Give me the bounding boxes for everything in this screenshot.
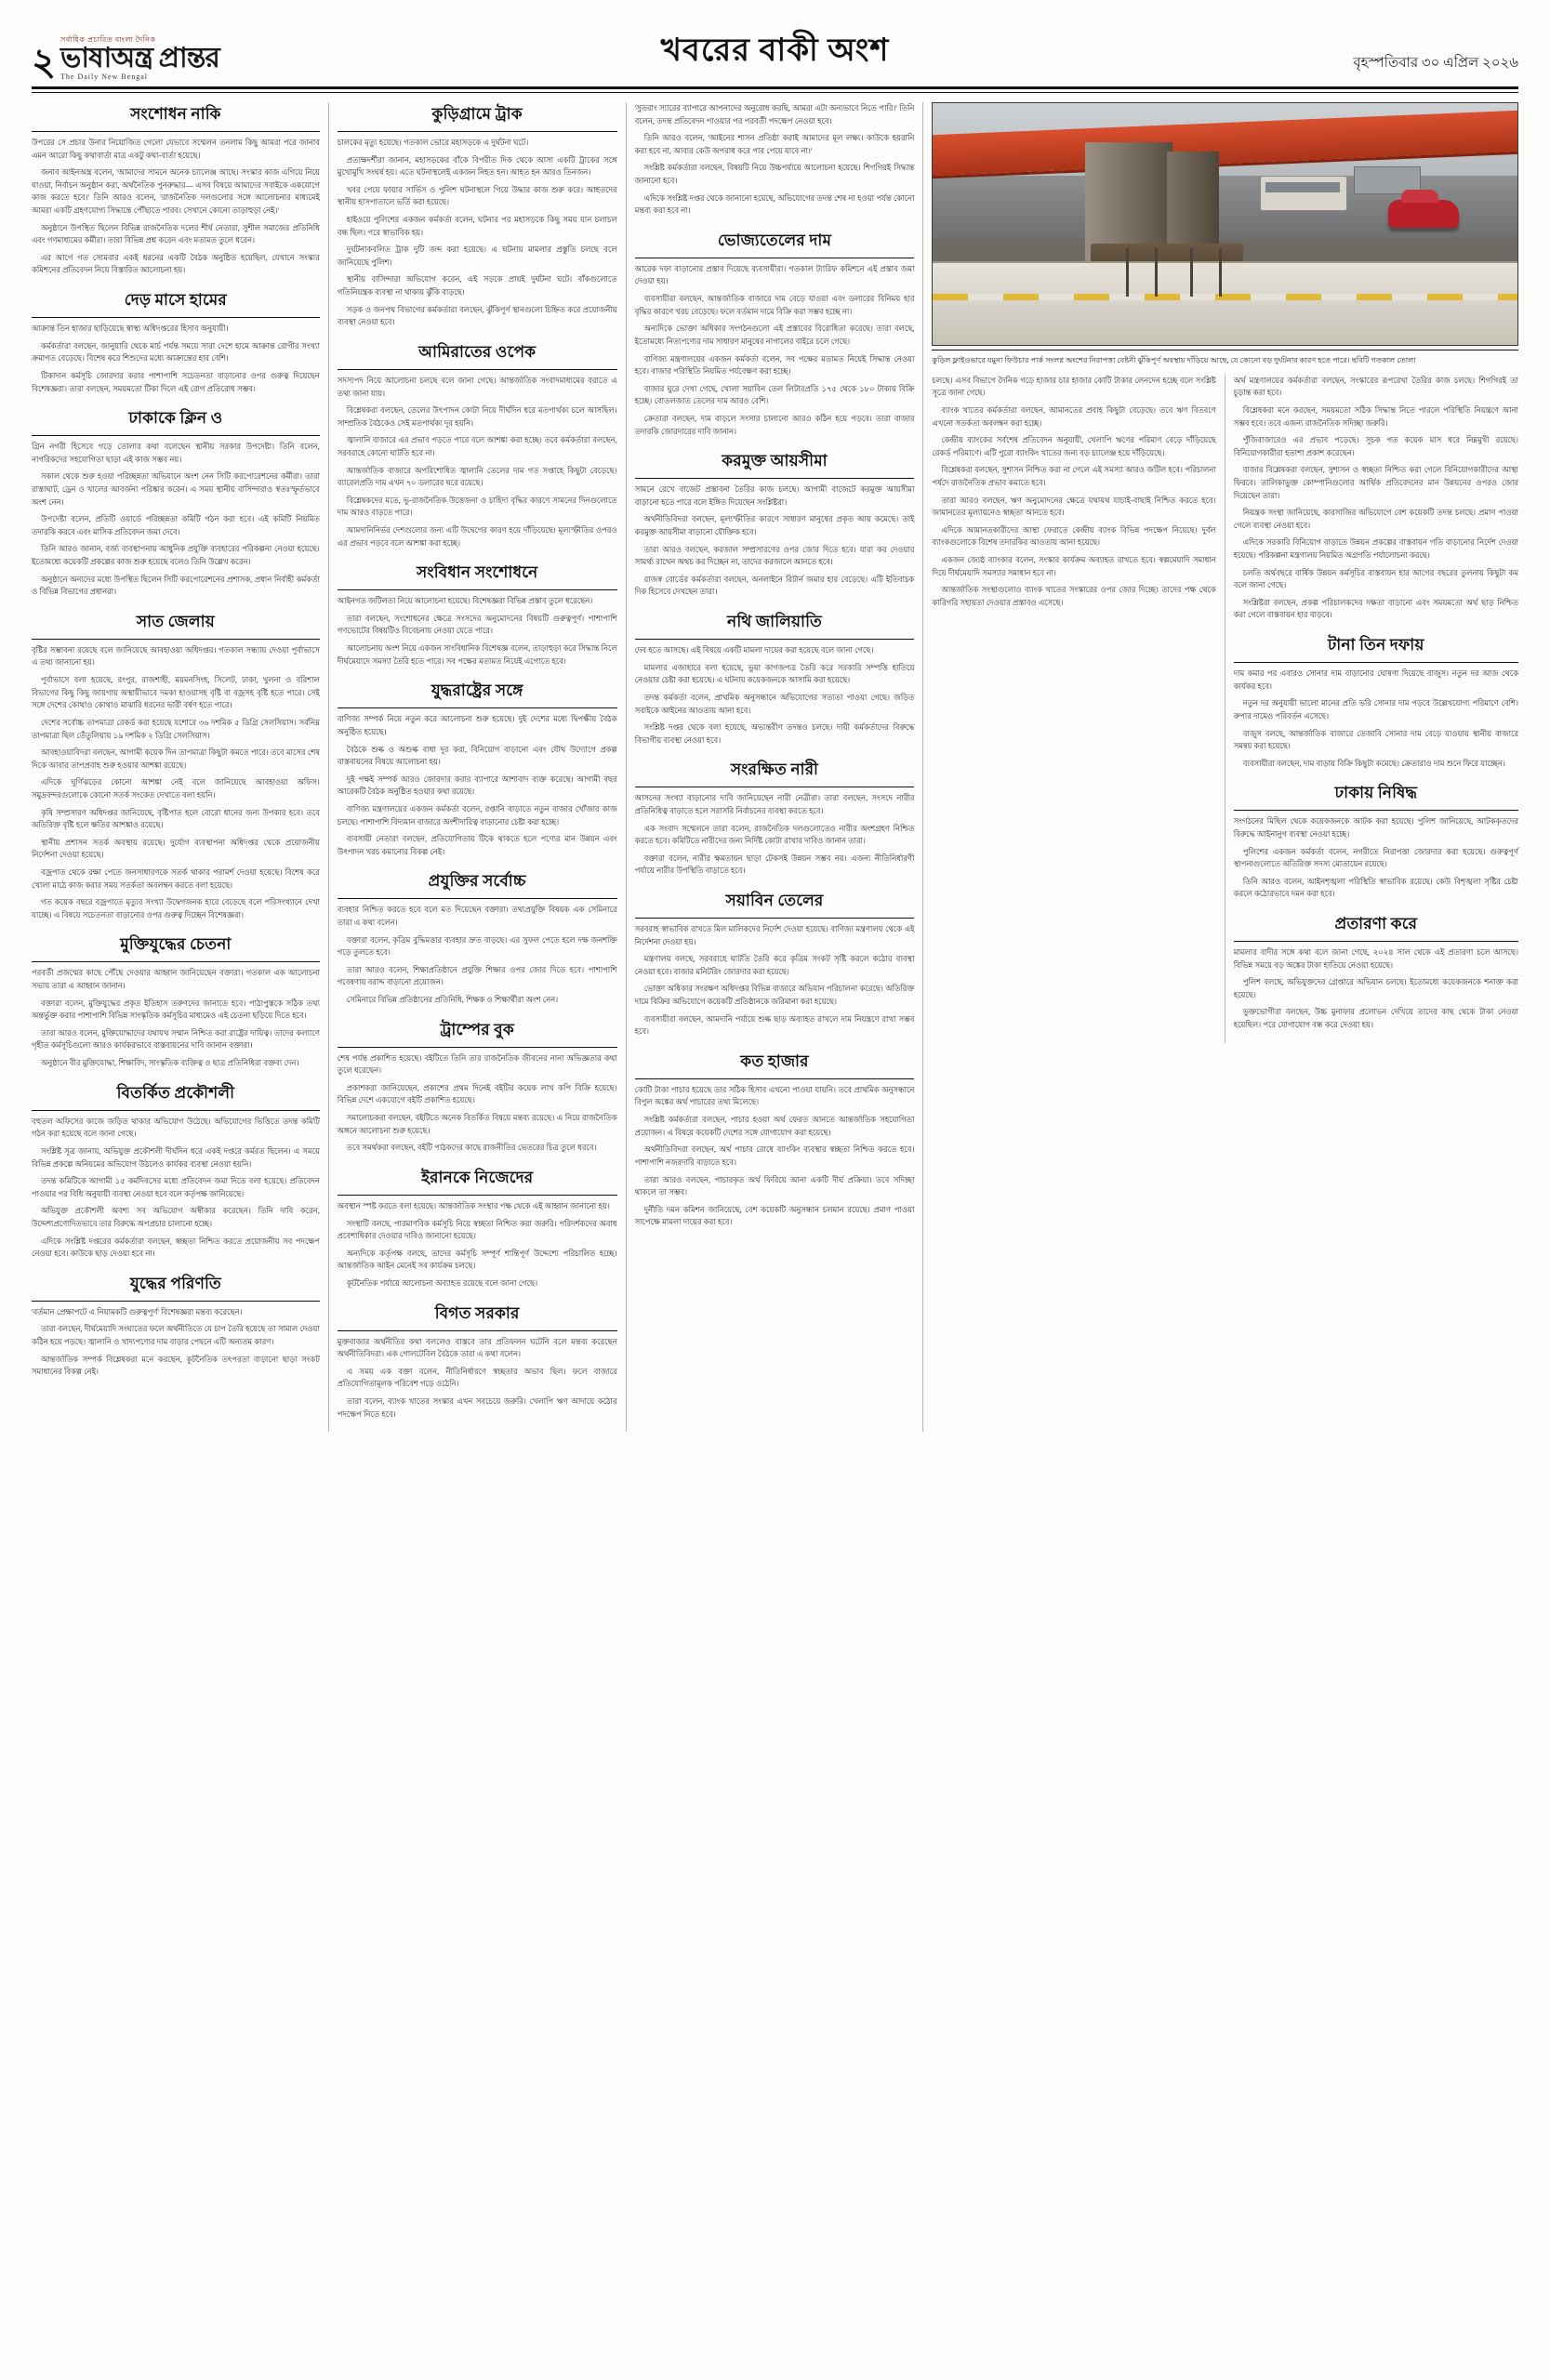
paragraph: বক্তারা বলেন, মুক্তিযুদ্ধের প্রকৃত ইতিহাস তরুণদের জানাতে হবে। পাঠ্যপুস্তকে সঠিক তথ্য অন্তর্ভুক্ত করার পাশাপাশি বিভিন্ন সাংস্কৃতিক কর্মসূচির মাধ্যমেও এই চেতনা ছড়িয়ে দিতে হবে। — [32, 998, 320, 1021]
story — [635, 229, 915, 438]
paragraph: এর আগে গত সোমবার একই ধরনের একটি বৈঠক অনুষ্ঠিত হয়েছিল, যেখানে সংস্কার কমিশনের প্রতিবেদন নিয়ে বিস্তারিত আলোচনা হয়। — [32, 253, 320, 275]
paragraph: ব্যবসায়ীরা বলছেন, আমদানি পর্যায়ে শুল্ক ছাড় অব্যাহত রাখলে দাম নিয়ন্ত্রণে রাখা সম্ভব হবে। — [634, 1014, 915, 1037]
paragraph: বজ্রপাত থেকে রক্ষা পেতে জনসাধারণকে সতর্ক থাকার পরামর্শ দেওয়া হয়েছে। বিশেষ করে খোলা মাঠে কাজ করার সময় সতর্কতা অবলম্বন করতে বলা হয়েছে। — [32, 867, 320, 890]
paragraph: ব্যবসায়ী নেতারা বলছেন, প্রতিযোগিতায় টিকে থাকতে হলে পণ্যের মান উন্নয়ন এবং উৎপাদন খরচ কমানোর বিকল্প নেই। — [337, 835, 617, 856]
paragraph: পুলিশের একজন কর্মকর্তা বলেন, নগরীতে নিরাপত্তা জোরদার করা হয়েছে। গুরুত্বপূর্ণ স্থাপনাগুলোতে অতিরিক্ত সদস্য মোতায়েন রয়েছে। — [1233, 847, 1518, 869]
story-body — [32, 137, 320, 277]
paragraph: জ্বালানি বাজারে এর প্রভাব পড়তে পারে বলে আশঙ্কা করা হচ্ছে। তবে কর্মকর্তারা বলছেন, সরবরাহে কোনো ঘাটতি হবে না। — [337, 436, 617, 457]
logo-name: ভাষাঅন্ত্র প্রান্তর — [60, 43, 219, 74]
paragraph: অনুষ্ঠানে উপস্থিত ছিলেন বিভিন্ন রাজনৈতিক দলের শীর্ষ নেতারা, সুশীল সমাজের প্রতিনিধি এবং গণমাধ্যমের কর্মীরা। তারা বিভিন্ন প্রশ্ন করেন এবং মতামত তুলে ধরেন। — [32, 223, 320, 245]
story-body — [1234, 668, 1518, 770]
paragraph: এদিকে ঘূর্ণিঝড়ের কোনো আশঙ্কা নেই বলে জানিয়েছে আবহাওয়া অফিস। সমুদ্রবন্দরগুলোকে কোনো সতর্ক সংকেত দেখাতে বলা হয়নি। — [32, 778, 320, 800]
paragraph: সংশ্লিষ্ট কর্মকর্তারা বলছেন, বিষয়টি নিয়ে উচ্চপর্যায়ে আলোচনা হয়েছে। শিগগিরই সিদ্ধান্ত জানানো হবে। — [634, 164, 915, 186]
story — [338, 1166, 617, 1290]
paragraph: তারা বলছেন, দীর্ঘমেয়াদি সংঘাতের ফলে অর্থনীতিতে যে চাপ তৈরি হয়েছে তা সামাল দেওয়া কঠিন হয়ে পড়ছে। জ্বালানি ও খাদ্যপণ্যের দাম বাড়ার পেছনে এটি অন্যতম কারণ। — [32, 1325, 320, 1346]
story-heading: কুড়িগ্রামে ট্রাক — [338, 102, 617, 132]
story — [635, 449, 915, 599]
paragraph: শেষ পর্যন্ত প্রকাশিত হয়েছে। বইটিতে তিনি তার রাজনৈতিক জীবনের নানা অভিজ্ঞতার কথা তুলে ধরেছেন। — [337, 1053, 617, 1076]
story-body — [338, 1336, 617, 1421]
story-heading: মুক্তিযুদ্ধের চেতনা — [32, 932, 320, 962]
paragraph: পরবর্তী প্রজন্মের কাছে পৌঁছে দেওয়ার আহ্বান জানিয়েছেন বক্তারা। গতকাল এক আলোচনা সভায় তারা এ আহ্বান জানান। — [32, 969, 320, 991]
story — [1234, 375, 1518, 622]
story-body — [32, 644, 320, 922]
paragraph: টিকাদান কর্মসূচি জোরদার করার পাশাপাশি সচেতনতা বাড়ানোর ওপর গুরুত্ব দিয়েছেন বিশেষজ্ঞরা। তারা বলছেন, সময়মতো টিকা দিলে এই রোগ প্রতিরোধ সম্ভব। — [32, 371, 320, 393]
paragraph: অনুষ্ঠানে বীর মুক্তিযোদ্ধা, শিক্ষাবিদ, সাংস্কৃতিক ব্যক্তিত্ব ও ছাত্র প্রতিনিধিরা বক্তব্য দেন। — [41, 1059, 299, 1068]
story — [32, 932, 320, 1069]
paragraph: কূটনৈতিক পর্যায়ে আলোচনা অব্যাহত রয়েছে বলে জানা গেছে। — [346, 1278, 538, 1288]
story-body — [32, 1116, 320, 1261]
paragraph: এ সময় এক বক্তা বলেন, নীতিনির্ধারণে স্বচ্ছতার অভাব ছিল। ফলে বাজারে প্রতিযোগিতামূলক পরিবেশ গড়ে ওঠেনি। — [337, 1367, 617, 1389]
story — [1234, 781, 1518, 901]
paragraph: আমদানিনির্ভর দেশগুলোর জন্য এটি উদ্বেগের কারণ হয়ে দাঁড়িয়েছে। মূল্যস্ফীতির ওপরও এর প্রভাব পড়বে বলে আশঙ্কা করা হচ্ছে। — [337, 526, 617, 548]
paragraph: তদন্ত কমিটিকে আগামী ১৫ কর্মদিবসের মধ্যে প্রতিবেদন জমা দিতে বলা হয়েছে। প্রতিবেদন পাওয়ার পর বিধি অনুযায়ী ব্যবস্থা নেওয়া হবে বলে কর্তৃপক্ষ জানিয়েছে। — [32, 1177, 320, 1198]
story — [338, 1302, 617, 1421]
paragraph: হাইওয়ে পুলিশের একজন কর্মকর্তা বলেন, ঘটনার পর মহাসড়কে কিছু সময় যান চলাচল বন্ধ ছিল। পরে স্বাভাবিক হয়। — [337, 216, 617, 237]
paragraph: মুক্তবাজার অর্থনীতির কথা বললেও বাস্তবে তার প্রতিফলন ঘটেনি বলে মন্তব্য করেছেন অর্থনীতিবিদরা। এক গোলটেবিল বৈঠকে তারা এ কথা বলেন। — [337, 1337, 617, 1359]
publication-date: বৃহস্পতিবার ৩০ এপ্রিল ২০২৬ — [1353, 56, 1518, 71]
paragraph: আইনগত জটিলতা নিয়ে আলোচনা হয়েছে। বিশেষজ্ঞরা বিভিন্ন প্রস্তাব তুলে ধরেছেন। — [337, 597, 593, 606]
story-body — [338, 1052, 617, 1155]
story — [338, 561, 617, 668]
page-title: খবরের বাকী অংশ — [660, 33, 890, 68]
paragraph: তারা আরও বলছেন, করজাল সম্প্রসারণের ওপর জোর দিতে হবে। যারা কর দেওয়ার সামর্থ্য রাখেন অথচ কর দিচ্ছেন না, তাদের করজালে আনতে হবে। — [634, 545, 915, 567]
paragraph: অবস্থান স্পষ্ট করতে বলা হয়েছে। আন্তর্জাতিক সংস্থার পক্ষ থেকে এই আহ্বান জানানো হয়। — [337, 1201, 610, 1210]
logo-subtitle: The Daily New Bengal — [60, 72, 148, 81]
column-5 — [1225, 375, 1518, 1043]
story — [635, 889, 915, 1038]
paragraph: বিশ্লেষকরা বলছেন, সুশাসন নিশ্চিত করা না গেলে এই সমস্যা আরও জটিল হবে। পরিচালনা পর্ষদে রাজনৈতিক প্রভাব কমাতে হবে। — [932, 466, 1216, 487]
story-heading: সংরক্ষিত নারী — [635, 758, 915, 787]
paragraph: গত কয়েক বছরে বজ্রপাতে মৃত্যুর সংখ্যা উদ্বেগজনক হারে বেড়েছে বলে পরিসংখ্যানে দেখা যাচ্ছে। এ বিষয়ে সচেতনতা বাড়ানোর ওপর গুরুত্ব দিচ্ছেন বিশেষজ্ঞরা। — [32, 898, 320, 919]
story-body — [635, 263, 915, 438]
story-heading: প্রতারণা করে — [1234, 912, 1518, 942]
story — [32, 102, 320, 277]
story — [338, 869, 617, 1006]
paragraph: সংশ্লিষ্ট দপ্তর থেকে বলা হয়েছে, অভ্যন্তরীণ তদন্তও চলছে। দায়ী কর্মকর্তাদের বিরুদ্ধে বিভাগীয় ব্যবস্থা নেওয়া হবে। — [634, 723, 915, 745]
paragraph: নিয়ন্ত্রক সংস্থা জানিয়েছে, কারসাজির অভিযোগে বেশ কয়েকটি তদন্ত চলছে। প্রমাণ পাওয়া গেলে ব্যবস্থা নেওয়া হবে। — [1233, 509, 1518, 530]
paragraph: নতুন দর অনুযায়ী ভালো মানের প্রতি ভরি সোনার দাম পড়বে উল্লেখযোগ্য পরিমাণে বেশি। রুপার দামেও পরিবর্তন এসেছে। — [1233, 699, 1518, 721]
paragraph: আন্তর্জাতিক বাজারে অপরিশোধিত জ্বালানি তেলের দাম গত সপ্তাহে কিছুটা বেড়েছে। ব্যারেলপ্রতি দাম এখন ৭০ ডলারের ঘরে রয়েছে। — [337, 466, 617, 488]
story-body — [1234, 815, 1518, 901]
story-body — [338, 595, 617, 668]
paragraph: সমালোচকরা বলছেন, বইটিতে অনেক বিতর্কিত বিষয়ে মন্তব্য রয়েছে। এ নিয়ে রাজনৈতিক অঙ্গনে আলোচনা শুরু হয়েছে। — [337, 1114, 617, 1135]
paragraph: চলতি অর্থবছরে বার্ষিক উন্নয়ন কর্মসূচির বাস্তবায়ন হার আগের বছরের তুলনায় কিছুটা কম বলে জানা গেছে। — [1233, 568, 1518, 590]
paragraph: মামলার এজাহারে বলা হয়েছে, ভুয়া কাগজপত্র তৈরি করে সরকারি সম্পত্তি হাতিয়ে নেওয়ার চেষ্টা করা হয়েছে। এ ঘটনায় কয়েকজনকে আসামি করা হয়েছে। — [634, 663, 915, 685]
story-heading: বিগত সরকার — [338, 1302, 617, 1331]
story-heading: করমুক্ত আয়সীমা — [635, 449, 915, 479]
paragraph: সদস্যপদ নিয়ে আলোচনা চলছে বলে জানা গেছে। আন্তর্জাতিক সংবাদমাধ্যমের বরাতে এ তথ্য জানা যায়। — [337, 376, 617, 398]
story-body — [1234, 375, 1518, 622]
paragraph: তারা আরও বলছেন, ঋণ অনুমোদনের ক্ষেত্রে যথাযথ যাচাই-বাছাই নিশ্চিত করতে হবে। জামানতের মূল্যায়নেও স্বচ্ছতা আনতে হবে। — [932, 496, 1216, 518]
paragraph: সড়ক ও জনপথ বিভাগের কর্মকর্তারা বলছেন, ঝুঁকিপূর্ণ স্থানগুলো চিহ্নিত করে প্রয়োজনীয় ব্যবস্থা নেওয়া হবে। — [337, 305, 617, 327]
paragraph: বক্তারা বলেন, নারীর ক্ষমতায়ন ছাড়া টেকসই উন্নয়ন সম্ভব নয়। এজন্য নীতিনির্ধারণী পর্যায়ে নারীর উপস্থিতি বাড়াতে হবে। — [634, 853, 915, 876]
paragraph: ব্যবসায়ীরা বলছেন, দাম বাড়ায় বিক্রি কিছুটা কমেছে। ক্রেতারাও দাম শুনে ফিরে যাচ্ছেন। — [1242, 759, 1505, 768]
story — [32, 1272, 320, 1379]
paragraph: তদন্ত কর্মকর্তা বলেন, প্রাথমিক অনুসন্ধানে অভিযোগের সত্যতা পাওয়া গেছে। জড়িত সবাইকে আইনের আওতায় আনা হবে। — [634, 693, 915, 715]
story-heading: আমিরাতের ওপেক — [338, 340, 617, 370]
story-body — [32, 441, 320, 599]
paragraph: আবহাওয়াবিদরা বলছেন, আগামী কয়েক দিন তাপমাত্রা কিছুটা কমতে পারে। তবে মাসের শেষ দিকে আবার তাপপ্রবাহ শুরু হওয়ার আশঙ্কা রয়েছে। — [32, 748, 320, 770]
story-body — [32, 1306, 320, 1379]
paragraph: আক্রান্ত তিন হাজার ছাড়িয়েছে স্বাস্থ্য অধিদপ্তরের হিসাব অনুযায়ী। — [32, 324, 229, 334]
paragraph: এদিকে সরকারি বিনিয়োগ বাড়াতে উন্নয়ন প্রকল্পের বাস্তবায়ন গতি বাড়ানোর নির্দেশ দেওয়া হয়েছে। পরিকল্পনা মন্ত্রণালয় নিয়মিত অগ্রগতি পর্যালোচনা করছে। — [1233, 538, 1518, 561]
story — [635, 102, 915, 218]
story — [338, 340, 617, 549]
paragraph: সংগঠনের মিছিল থেকে কয়েকজনকে আটক করা হয়েছে। পুলিশ জানিয়েছে, আটককৃতদের বিরুদ্ধে আইনানুগ ব্যবস্থা নেওয়া হচ্ছে। — [1233, 817, 1518, 839]
paragraph: চালকের মৃত্যু হয়েছে। গতকাল ভোরে মহাসড়কে এ দুর্ঘটনা ঘটে। — [337, 139, 529, 147]
newspaper-logo — [32, 36, 311, 81]
story-heading: ভোজ্যতেলের দাম — [635, 229, 915, 258]
story-heading: ট্রাম্পের বুক — [338, 1018, 617, 1048]
logo-mark: ২ — [32, 41, 56, 83]
paragraph: দাম কমার পর এবারও সোনার দাম বাড়ানোর ঘোষণা দিয়েছে বাজুস। নতুন দর আজ থেকে কার্যকর হবে। — [1233, 669, 1518, 691]
paragraph: অর্থ মন্ত্রণালয়ের কর্মকর্তারা বলছেন, সংস্কারের রূপরেখা তৈরির কাজ চলছে। শিগগিরই তা চূড়ান্ত করা হবে। — [1233, 376, 1518, 398]
paragraph: কেন্দ্রীয় ব্যাংকের সর্বশেষ প্রতিবেদন অনুযায়ী, খেলাপি ঋণের পরিমাণ বেড়ে দাঁড়িয়েছে রেকর্ড পরিমাণে। এটি পুরো ব্যাংকিং খাতের জন্য বড় চ্যালেঞ্জ হয়ে দাঁড়িয়েছে। — [932, 436, 1216, 457]
story-body — [32, 967, 320, 1069]
paragraph: আসনের সংখ্যা বাড়ানোর দাবি জানিয়েছেন নারী নেত্রীরা। তারা বলছেন, সংসদে নারীর প্রতিনিধিত্ব বাড়াতে হলে সরাসরি নির্বাচনের ব্যবস্থা করতে হবে। — [634, 794, 915, 815]
paragraph: বৃষ্টির সম্ভাবনা রয়েছে বলে জানিয়েছে আবহাওয়া অধিদপ্তর। গতকাল সন্ধ্যায় দেওয়া পূর্বাভাসে এ তথ্য জানানো হয়। — [32, 645, 320, 668]
article-columns — [32, 102, 1518, 1432]
paragraph: গ্রিন নগরী হিসেবে গড়ে তোলার কথা বলেছেন স্থানীয় সরকার উপদেষ্টা। তিনি বলেন, নাগরিকদের সহযোগিতা ছাড়া এই কাজ সম্ভব নয়। — [32, 443, 320, 464]
paragraph: 'সুতরাং স্যারের ব্যাপারে আপনাদের অনুরোধ করছি, আমরা এটা অন্যভাবে নিতে পারি।' তিনি বলেন, তদন্ত প্রতিবেদন পাওয়ার পর পরবর্তী পদক্ষেপ নেওয়া হবে। — [634, 104, 915, 126]
story-heading: টানা তিন দফায় — [1234, 633, 1518, 663]
paragraph: তিনি আরও জানান, বর্জ্য ব্যবস্থাপনায় আধুনিক প্রযুক্তি ব্যবহারের পরিকল্পনা নেওয়া হয়েছে। ইতোমধ্যে কয়েকটি প্রকল্পের কাজ শুরু হয়েছে বলেও তিনি উল্লেখ করেন। — [32, 545, 320, 567]
paragraph: বাজার ঘুরে দেখা গেছে, খোলা সয়াবিন তেল লিটারপ্রতি ১৭৫ থেকে ১৮০ টাকায় বিক্রি হচ্ছে। বোতলজাত তেলের দাম আরও বেশি। — [634, 384, 915, 406]
paragraph: বিশ্লেষকরা বলছেন, তেলের উৎপাদন কোটা নিয়ে দীর্ঘদিন ধরে মতপার্থক্য চলে আসছিল। সাম্প্রতিক বৈঠকেও সেই মতপার্থক্য দূর হয়নি। — [337, 406, 617, 428]
story-body — [635, 483, 915, 599]
column-4 — [932, 375, 1225, 1043]
story — [338, 1018, 617, 1155]
story-body — [635, 792, 915, 878]
paragraph: অর্থনীতিবিদরা বলছেন, অর্থ পাচার রোধে ব্যাংকিং ব্যবস্থার স্বচ্ছতা নিশ্চিত করতে হবে। পাশাপাশি নজরদারি বাড়াতে হবে। — [634, 1145, 915, 1167]
story-heading: কত হাজার — [635, 1050, 915, 1079]
story-body — [32, 323, 320, 395]
paragraph: সামনে রেখে বাজেট প্রস্তাবনা তৈরির কাজ চলছে। আগামী বাজেটে করমুক্ত আয়সীমা বাড়ানো হতে পারে বলে ইঙ্গিত দিয়েছেন সংশ্লিষ্টরা। — [634, 485, 915, 507]
paragraph: আরেক দফা বাড়ানোর প্রস্তাব দিয়েছে ব্যবসায়ীরা। গতকাল ট্যারিফ কমিশনে এই প্রস্তাব জমা দেওয়া হয়। — [634, 264, 915, 286]
paragraph: আন্তর্জাতিক সম্পর্ক বিশ্লেষকরা মনে করছেন, কূটনৈতিক তৎপরতা বাড়ানো ছাড়া সংকট সমাধানের বিকল্প নেই। — [32, 1355, 320, 1377]
paragraph: উপদেষ্টা বলেন, প্রতিটি ওয়ার্ডে পরিচ্ছন্নতা কমিটি গঠন করা হবে। এই কমিটি নিয়মিত তদারকি করবে এবং মাসিক প্রতিবেদন জমা দেবে। — [32, 515, 320, 536]
paragraph: পুঁজিবাজারেও এর প্রভাব পড়েছে। সূচক গত কয়েক মাস ধরে নিম্নমুখী রয়েছে। বিনিয়োগকারীরা হতাশা প্রকাশ করেছেন। — [1233, 436, 1518, 457]
paragraph: সংশ্লিষ্ট কর্মকর্তারা বলছেন, পাচার হওয়া অর্থ ফেরত আনতে আন্তর্জাতিক সহযোগিতা প্রয়োজন। এ বিষয়ে কয়েকটি দেশের সঙ্গে যোগাযোগ করা হয়েছে। — [634, 1116, 915, 1137]
story-heading: যুদ্ধের পরিণতি — [32, 1272, 320, 1302]
paragraph: বিশ্লেষকদের মতে, ভূ-রাজনৈতিক উত্তেজনা ও চাহিদা বৃদ্ধির কারণে সামনের দিনগুলোতে দাম আরও বাড়তে পারে। — [337, 496, 617, 518]
paragraph: তবে সমর্থকরা বলছেন, বইটি পাঠকদের কাছে রাজনীতির ভেতরের চিত্র তুলে ধরবে। — [346, 1144, 597, 1153]
story — [32, 406, 320, 599]
story-heading: সংবিধান সংশোধনে — [338, 561, 617, 590]
paragraph: মামলার বাদীর সঙ্গে কথা বলে জানা গেছে, ২০২৪ সাল থেকে এই প্রতারণা চলে আসছে। বিভিন্ন সময়ে বড় অঙ্কের টাকা হাতিয়ে নেওয়া হয়েছে। — [1233, 947, 1518, 970]
masthead — [32, 26, 1518, 89]
paragraph: সেমিনারে বিভিন্ন প্রতিষ্ঠানের প্রতিনিধি, শিক্ষক ও শিক্ষার্থীরা অংশ নেন। — [346, 996, 559, 1005]
paragraph: এদিকে সংশ্লিষ্ট দপ্তরের কর্মকর্তারা বলছেন, স্বচ্ছতা নিশ্চিত করতে প্রয়োজনীয় সব পদক্ষেপ নেওয়া হবে। কাউকে ছাড় দেওয়া হবে না। — [32, 1236, 320, 1259]
paragraph: তিনি আরও বলেন, 'আইনের শাসন প্রতিষ্ঠা করাই আমাদের মূল লক্ষ্য। কাউকে হয়রানি করা হবে না, আবার কেউ অপরাধ করে পার পেয়ে যাবে না।' — [634, 134, 915, 155]
story-body — [635, 644, 915, 747]
story-heading: ঢাকাকে ক্লিন ও — [32, 406, 320, 436]
paragraph: সরবরাহ স্বাভাবিক রাখতে মিল মালিকদের নির্দেশ দেওয়া হয়েছে। বাণিজ্য মন্ত্রণালয় থেকে এই নির্দেশনা দেওয়া হয়। — [634, 924, 915, 946]
paragraph: তারা বলেন, ব্যাংক খাতের সংস্কার এখন সবচেয়ে জরুরি। খেলাপি ঋণ আদায়ে কঠোর পদক্ষেপ নিতে হবে। — [337, 1397, 617, 1419]
story-body — [635, 1084, 915, 1229]
paragraph: পুলিশ বলছে, অভিযুক্তদের গ্রেপ্তারে অভিযান চলছে। ইতোমধ্যে কয়েকজনকে শনাক্ত করা হয়েছে। — [1233, 978, 1518, 999]
masthead-divider — [32, 92, 1518, 93]
paragraph: সংশ্লিষ্ট সূত্র জানায়, অভিযুক্ত প্রকৌশলী দীর্ঘদিন ধরে একই দপ্তরে কর্মরত ছিলেন। এ সময়ে বিভিন্ন প্রকল্পে অনিয়মের অভিযোগ উঠলেও কার্যকর ব্যবস্থা নেওয়া হয়নি। — [32, 1146, 320, 1169]
paragraph: অন্যদিকে কর্তৃপক্ষ বলছে, তাদের কর্মসূচি সম্পূর্ণ শান্তিপূর্ণ উদ্দেশ্যে পরিচালিত হচ্ছে। আন্তর্জাতিক আইন মেনেই সব কার্যক্রম চলছে। — [337, 1249, 617, 1271]
paragraph: এদিকে সংশ্লিষ্ট দপ্তর থেকে জানানো হয়েছে, অভিযোগের তদন্ত শেষ না হওয়া পর্যন্ত কোনো মন্তব্য করা হবে না। — [634, 193, 915, 216]
paragraph: সংশ্লিষ্টরা বলছেন, প্রকল্প পরিচালকদের দক্ষতা বাড়ানো এবং সময়মতো অর্থ ছাড় নিশ্চিত করা গেলে বাস্তবায়ন হার বাড়বে। — [1233, 598, 1518, 620]
paragraph: তারা আরও বলেন, শিক্ষাপ্রতিষ্ঠানে প্রযুক্তি শিক্ষার ওপর জোর দিতে হবে। পাশাপাশি গবেষণায় বরাদ্দ বাড়ানো প্রয়োজন। — [337, 965, 617, 987]
paragraph: বাণিজ্য মন্ত্রণালয়ের একজন কর্মকর্তা বলেন, রপ্তানি বাড়াতে নতুন বাজার খোঁজার কাজ চলছে। পাশাপাশি বিদ্যমান বাজারে অংশীদারিত্ব বাড়ানোর চেষ্টা করা হচ্ছে। — [337, 804, 617, 826]
paragraph: দুই পক্ষই সম্পর্ক আরও জোরদার করার ব্যাপারে আশাবাদ ব্যক্ত করেছে। আগামী বছর আরেকটি বৈঠক অনুষ্ঠিত হওয়ার কথা রয়েছে। — [337, 774, 617, 797]
story-heading: বিতর্কিত প্রকৌশলী — [32, 1081, 320, 1111]
paragraph: ক্রেতারা বলছেন, দাম বাড়লে সংসার চালানো আরও কঠিন হয়ে পড়বে। তারা বাজার তদারকি জোরদারের দাবি জানান। — [634, 414, 915, 436]
paragraph: বাজার বিশ্লেষকরা বলছেন, সুশাসন ও স্বচ্ছতা নিশ্চিত করা গেলে বিনিয়োগকারীদের আস্থা ফিরবে। তালিকাভুক্ত কোম্পানিগুলোর আর্থিক প্রতিবেদনের মান উন্নয়নের ওপরও জোর দিয়েছেন তারা। — [1233, 466, 1518, 500]
story — [1234, 912, 1518, 1032]
story-body — [1234, 946, 1518, 1032]
story — [635, 1050, 915, 1229]
story-body — [635, 923, 915, 1038]
paragraph: বিশ্লেষকরা মনে করছেন, সময়মতো সঠিক সিদ্ধান্ত নিতে পারলে পরিস্থিতি নিয়ন্ত্রণে আনা সম্ভব হবে। তবে এজন্য রাজনৈতিক সদিচ্ছা জরুরি। — [1233, 405, 1518, 428]
paragraph: দুর্নীতি দমন কমিশন জানিয়েছে, বেশ কয়েকটি অনুসন্ধান চলমান রয়েছে। প্রমাণ পাওয়া সাপেক্ষে মামলা দায়ের করা হবে। — [634, 1205, 915, 1227]
story-heading: দেড় মাসে হামের — [32, 288, 320, 318]
paragraph: সংস্থাটি বলছে, পারমাণবিক কর্মসূচি নিয়ে স্বচ্ছতা নিশ্চিত করা জরুরি। পরিদর্শকদের অবাধ প্রবেশাধিকার দেওয়ার দাবিও জানানো হয়েছে। — [337, 1219, 617, 1241]
paragraph: তারা আরও বলছেন, পাচারকৃত অর্থ ফিরিয়ে আনা একটি দীর্ঘ প্রক্রিয়া। তবে সদিচ্ছা থাকলে তা সম্ভব। — [634, 1175, 915, 1197]
paragraph: রাজস্ব বোর্ডের কর্মকর্তারা বলছেন, অনলাইনে রিটার্ন জমার হার বেড়েছে। এটি ইতিবাচক দিক হিসেবে দেখছেন তারা। — [634, 575, 915, 597]
column-1 — [32, 102, 329, 1432]
story — [32, 610, 320, 922]
paragraph: বাজুস বলছে, আন্তর্জাতিক বাজারে তেজাবি সোনার দাম বেড়ে যাওয়ায় স্থানীয় বাজারে সমন্বয় করা হয়েছে। — [1233, 729, 1518, 751]
paragraph: অভিযুক্ত প্রকৌশলী অবশ্য সব অভিযোগ অস্বীকার করেছেন। তিনি দাবি করেন, উদ্দেশ্যপ্রণোদিতভাবে তার বিরুদ্ধে অপপ্রচার চালানো হচ্ছে। — [32, 1207, 320, 1228]
paragraph: অন্যদিকে ভোক্তা অধিকার সংগঠনগুলো এই প্রস্তাবের বিরোধিতা করেছে। তারা বলছে, ইতোমধ্যে নিত্যপণ্যের দাম সাধারণ মানুষের নাগালের বাইরে চলে গেছে। — [634, 324, 915, 346]
paragraph: সকাল থেকে শুরু হওয়া পরিচ্ছন্নতা অভিযানে অংশ নেন সিটি করপোরেশনের কর্মীরা। তারা রাস্তাঘাট, ড্রেন ও খালের আবর্জনা পরিষ্কার করেন। এ সময় স্থানীয় বাসিন্দারাও স্বতঃস্ফূর্তভাবে অংশ নেন। — [32, 472, 320, 507]
paragraph: বহুতল অফিসের কাজে জড়িত থাকার অভিযোগ উঠেছে। অভিযোগের ভিত্তিতে তদন্ত কমিটি গঠন করা হয়েছে বলে জানা গেছে। — [32, 1117, 320, 1139]
story — [635, 758, 915, 878]
paragraph: বাণিজ্য সম্পর্ক নিয়ে নতুন করে আলোচনা শুরু হয়েছে। দুই দেশের মধ্যে দ্বিপক্ষীয় বৈঠক অনুষ্ঠিত হয়েছে। — [337, 715, 617, 736]
paragraph: আন্তর্জাতিক সংস্থাগুলোও ব্যাংক খাতের সংস্কারের ওপর জোর দিচ্ছে। তাদের পক্ষ থেকে কারিগরি সহায়তা দেওয়ার প্রস্তাবও এসেছে। — [932, 586, 1216, 607]
column-3 — [627, 102, 924, 1432]
paragraph: দেব হতে আসছে। এই বিষয়ে একটি মামলা দায়ের করা হয়েছে বলে জানা গেছে। — [634, 646, 874, 655]
story-heading: সাত জেলায় — [32, 610, 320, 640]
bridge-collapse-photo — [932, 102, 1518, 346]
story-body — [338, 713, 617, 858]
paragraph: তারা বলছেন, সংশোধনের ক্ষেত্রে সংসদের অনুমোদনের বিষয়টি গুরুত্বপূর্ণ। পাশাপাশি গণভোটের বিষয়টিও বিবেচনায় নেওয়া যেতে পারে। — [337, 614, 617, 636]
paragraph: ভুক্তভোগীরা বলছেন, উচ্চ মুনাফার প্রলোভন দেখিয়ে তাদের কাছ থেকে টাকা নেওয়া হয়েছিল। পরে যোগাযোগ বন্ধ করে দেওয়া হয়। — [1233, 1008, 1518, 1030]
story-heading: ইরানকে নিজেদের — [338, 1166, 617, 1196]
story — [932, 375, 1215, 610]
paragraph: দুর্ঘটনাকবলিত ট্রাক দুটি জব্দ করা হয়েছে। এ ঘটনায় মামলার প্রস্তুতি চলছে বলে জানিয়েছে পুলিশ। — [337, 245, 617, 267]
story-heading: সংশোধন নাকি — [32, 102, 320, 132]
story — [338, 679, 617, 858]
paragraph: কোটি টাকা পাচার হয়েছে তার সঠিক হিসাব এখনো পাওয়া যায়নি। তবে প্রাথমিক অনুসন্ধানে বিপুল অঙ্কের অর্থ পাচারের তথ্য মিলেছে। — [634, 1085, 915, 1107]
paragraph: আলোচনায় অংশ নিয়ে একজন সাংবিধানিক বিশেষজ্ঞ বলেন, তাড়াহুড়া করে সিদ্ধান্ত নিলে দীর্ঘমেয়াদে সমস্যা তৈরি হতে পারে। সব পক্ষের মতামত নিয়েই এগোতে হবে। — [337, 644, 617, 666]
photo-caption: কুড়িল ফ্লাইওভারে যমুনা ফিউচার পার্ক সংলগ্ন অংশের নিরাপত্তা বেষ্টনী ঝুঁকিপূর্ণ অবস্থায় দাঁড়িয়ে আছে, যে কোনো বড় দুর্ঘটনার কারণ হতে পারে। ছবিটি গতকাল তোলা — [932, 350, 1518, 367]
paragraph: ব্যাংক খাতের কর্মকর্তারা বলছেন, আমানতের প্রবাহ কিছুটা বেড়েছে। তবে ঋণ বিতরণে এখনো সতর্কতা অবলম্বন করা হচ্ছে। — [932, 405, 1216, 428]
logo-kicker: সর্বাধিক প্রচারিত বাংলা দৈনিক — [60, 34, 156, 44]
story-body — [338, 1200, 617, 1290]
paragraph: দেশের সর্বোচ্চ তাপমাত্রা রেকর্ড করা হয়েছে যশোরে ৩৬ দশমিক ৫ ডিগ্রি সেলসিয়াস। সর্বনিম্ন তাপমাত্রা ছিল তেঁতুলিয়ায় ১৯ দশমিক ২ ডিগ্রি সেলসিয়াস। — [32, 718, 320, 740]
paragraph: তারা আরও বলেন, মুক্তিযোদ্ধাদের যথাযথ সম্মান নিশ্চিত করা রাষ্ট্রের দায়িত্ব। তাদের কল্যাণে গৃহীত কর্মসূচিগুলো আরও কার্যকরভাবে বাস্তবায়নের দাবি জানান বক্তারা। — [32, 1028, 320, 1051]
paragraph: জনাব আইনঅন্ত্র বলেন, 'আমাদের সামনে অনেক চ্যালেঞ্জ আছে। সংস্কার কাজ এগিয়ে নিয়ে যাওয়া, নির্বাচন অনুষ্ঠান করা, অর্থনৈতিক পুনরুদ্ধার— এসব বিষয়ে আমাদের সবাইকে একযোগে কাজ করতে হবে।' তিনি আরও বলেন, 'রাজনৈতিক দলগুলোর সঙ্গে আলোচনার মাধ্যমেই আমরা একটি গ্রহণযোগ্য সিদ্ধান্তে পৌঁছাতে পারব। সেখানে কোনো তাড়াহুড়া নেই।' — [32, 168, 320, 216]
paragraph: বাণিজ্য মন্ত্রণালয়ের একজন কর্মকর্তা বলেন, সব পক্ষের মতামত নিয়েই সিদ্ধান্ত নেওয়া হবে। বাজার পরিস্থিতি নিয়মিত পর্যবেক্ষণ করা হচ্ছে। — [634, 354, 915, 377]
paragraph: চলছে। এসব বিভাগে দৈনিক গড়ে হাজার চার হাজার কোটি টাকার লেনদেন হচ্ছে বলে সংশ্লিষ্ট সূত্রে জানা গেছে। — [932, 376, 1216, 398]
story — [1234, 633, 1518, 770]
paragraph: অর্থনীতিবিদরা বলছেন, মূল্যস্ফীতির কারণে সাধারণ মানুষের প্রকৃত আয় কমেছে। তাই করমুক্ত আয়সীমা বাড়ানো যৌক্তিক হবে। — [634, 515, 915, 537]
story — [32, 1081, 320, 1261]
paragraph: বক্তারা বলেন, কৃত্রিম বুদ্ধিমত্তার ব্যবহার দ্রুত বাড়ছে। এর সুফল পেতে হলে দক্ষ জনশক্তি গড়ে তুলতে হবে। — [337, 935, 617, 958]
paragraph: 'বর্তমান প্রেক্ষাপটে এ নিয়ামকটি গুরুত্বপূর্ণ' বিশেষজ্ঞরা মন্তব্য করেছেন। — [32, 1307, 243, 1316]
story-heading: সয়াবিন তেলের — [635, 889, 915, 919]
column-2 — [329, 102, 627, 1432]
story — [338, 102, 617, 329]
paragraph: এক সংবাদ সম্মেলনে তারা বলেন, রাজনৈতিক দলগুলোতেও নারীর অংশগ্রহণ নিশ্চিত করতে হবে। কমিটিতে নারীদের জন্য নির্দিষ্ট কোটা রাখার দাবিও জানান তারা। — [634, 824, 915, 846]
paragraph: স্থানীয় প্রশাসন সতর্ক অবস্থায় রয়েছে। দুর্যোগ ব্যবস্থাপনা অধিদপ্তর থেকে প্রয়োজনীয় নির্দেশনা দেওয়া হয়েছে। — [32, 838, 320, 860]
story-body — [338, 137, 617, 329]
paragraph: ব্যবহার নিশ্চিত করতে হবে বলে মত দিয়েছেন বক্তারা। তথ্যপ্রযুক্তি বিষয়ক এক সেমিনারে তারা এ কথা বলেন। — [337, 906, 617, 927]
story — [635, 610, 915, 747]
paragraph: ভোক্তা অধিকার সংরক্ষণ অধিদপ্তর বিভিন্ন বাজারে অভিযান পরিচালনা করেছে। অতিরিক্ত দামে বিক্রির অভিযোগে কয়েকটি প্রতিষ্ঠানকে জরিমানা করা হয়েছে। — [634, 985, 915, 1007]
paragraph: ব্যবসায়ীরা বলছেন, আন্তর্জাতিক বাজারে দাম বেড়ে যাওয়া এবং ডলারের বিনিময় হার বৃদ্ধির কারণে খরচ বেড়েছে। ফলে বর্তমান দামে বিক্রি করা সম্ভব হচ্ছে না। — [634, 295, 915, 316]
paragraph: অনুষ্ঠানে অন্যদের মধ্যে উপস্থিত ছিলেন সিটি করপোরেশনের প্রশাসক, প্রধান নির্বাহী কর্মকর্তা ও বিভিন্ন বিভাগের প্রধানরা। — [32, 575, 320, 597]
story — [32, 288, 320, 395]
paragraph: প্রত্যক্ষদর্শীরা জানান, মহাসড়কের বাঁকে বিপরীত দিক থেকে আসা একটি ট্রাকের সঙ্গে মুখোমুখি সংঘর্ষ হয়। এতে ঘটনাস্থলেই একজন নিহত হন। আহত হন আরও তিনজন। — [337, 155, 617, 178]
story-body — [338, 904, 617, 1006]
paragraph: এদিকে আমানতকারীদের আস্থা ফেরাতে কেন্দ্রীয় ব্যাংক বিভিন্ন পদক্ষেপ নিয়েছে। দুর্বল ব্যাংকগুলোকে বিশেষ তদারকির আওতায় আনা হয়েছে। — [932, 525, 1216, 548]
paragraph: প্রকাশকরা জানিয়েছেন, প্রকাশের প্রথম দিনেই বইটির কয়েক লাখ কপি বিক্রি হয়েছে। বিভিন্ন দেশে একযোগে বইটি প্রকাশিত হয়েছে। — [337, 1083, 617, 1105]
paragraph: খবর পেয়ে ফায়ার সার্ভিস ও পুলিশ ঘটনাস্থলে গিয়ে উদ্ধার কাজ শুরু করে। আহতদের স্থানীয় হাসপাতালে ভর্তি করা হয়েছে। — [337, 185, 617, 207]
story-heading: যুদ্ধরাষ্ট্রের সঙ্গে — [338, 679, 617, 708]
paragraph: উপরের সে প্রচার উনার নিয়োজিত গেলো যেভাবে সম্মেলন তনলাম কিছু আমরা পরে জানাব এমন আরো কিছু কথাবার্তা মাত্র একটু কথা-বার্তা হয়েছে। — [32, 139, 320, 160]
paragraph: মন্ত্রণালয় বলছে, সরবরাহে ঘাটতি তৈরি করে কৃত্রিম সংকট সৃষ্টি করলে কঠোর ব্যবস্থা নেওয়া হবে। বাজার মনিটরিং জোরদার করা হয়েছে। — [634, 955, 915, 976]
paragraph: বৈঠকে শুল্ক ও অশুল্ক বাধা দূর করা, বিনিয়োগ বাড়ানো এবং যৌথ উদ্যোগে প্রকল্প বাস্তবায়নের বিষয়ে আলোচনা হয়। — [337, 745, 617, 767]
paragraph: একজন জ্যেষ্ঠ ব্যাংকার বলেন, সংস্কার কার্যক্রম অব্যাহত রাখতে হবে। স্বল্পমেয়াদি সমাধান দিয়ে দীর্ঘমেয়াদি সমস্যার সমাধান হবে না। — [932, 556, 1216, 577]
paragraph: কৃষি সম্প্রসারণ অধিদপ্তর জানিয়েছে, বৃষ্টিপাত হলে বোরো ধানের জন্য উপকার হবে। তবে অতিরিক্ত বৃষ্টি হলে ক্ষতির আশঙ্কাও রয়েছে। — [32, 808, 320, 830]
paragraph: স্থানীয় বাসিন্দারা অভিযোগ করেন, এই সড়কে প্রায়ই দুর্ঘটনা ঘটে। বাঁকগুলোতে গতিনিয়ন্ত্রক ব্যবস্থা না থাকায় ঝুঁকি বাড়ছে। — [337, 275, 617, 298]
story-body — [635, 102, 915, 218]
story-body — [338, 375, 617, 549]
story-heading: ঢাকায় নিষিদ্ধ — [1234, 781, 1518, 811]
photo-block — [932, 102, 1518, 367]
paragraph: কর্মকর্তারা বলছেন, জানুয়ারি থেকে মার্চ পর্যন্ত সময়ে সারা দেশে হামে আক্রান্ত রোগীর সংখ্যা ক্রমাগত বেড়েছে। বিশেষ করে শিশুদের মধ্যে আক্রান্তের হার বেশি। — [32, 341, 320, 364]
story-body — [932, 375, 1215, 610]
paragraph: তিনি আরও বলেন, আইনশৃঙ্খলা পরিস্থিতি স্বাভাবিক রয়েছে। কেউ বিশৃঙ্খলা সৃষ্টির চেষ্টা করলে কঠোরভাবে দমন করা হবে। — [1233, 877, 1518, 899]
column-4-5 — [923, 102, 1518, 1432]
story-heading: নথি জালিয়াতি — [635, 610, 915, 640]
paragraph: পূর্বাভাসে বলা হয়েছে, রংপুর, রাজশাহী, ময়মনসিংহ, সিলেট, ঢাকা, খুলনা ও বরিশাল বিভাগের কিছু কিছু জায়গায় অস্থায়ীভাবে দমকা হাওয়াসহ বৃষ্টি বা বজ্রসহ বৃষ্টি হতে পারে। সেই সঙ্গে দেশের কোথাও কোথাও মাঝারি ধরনের ভারী বর্ষণ হতে পারে। — [32, 676, 320, 710]
story-heading: প্রযুক্তির সর্বোচ্চ — [338, 869, 617, 899]
